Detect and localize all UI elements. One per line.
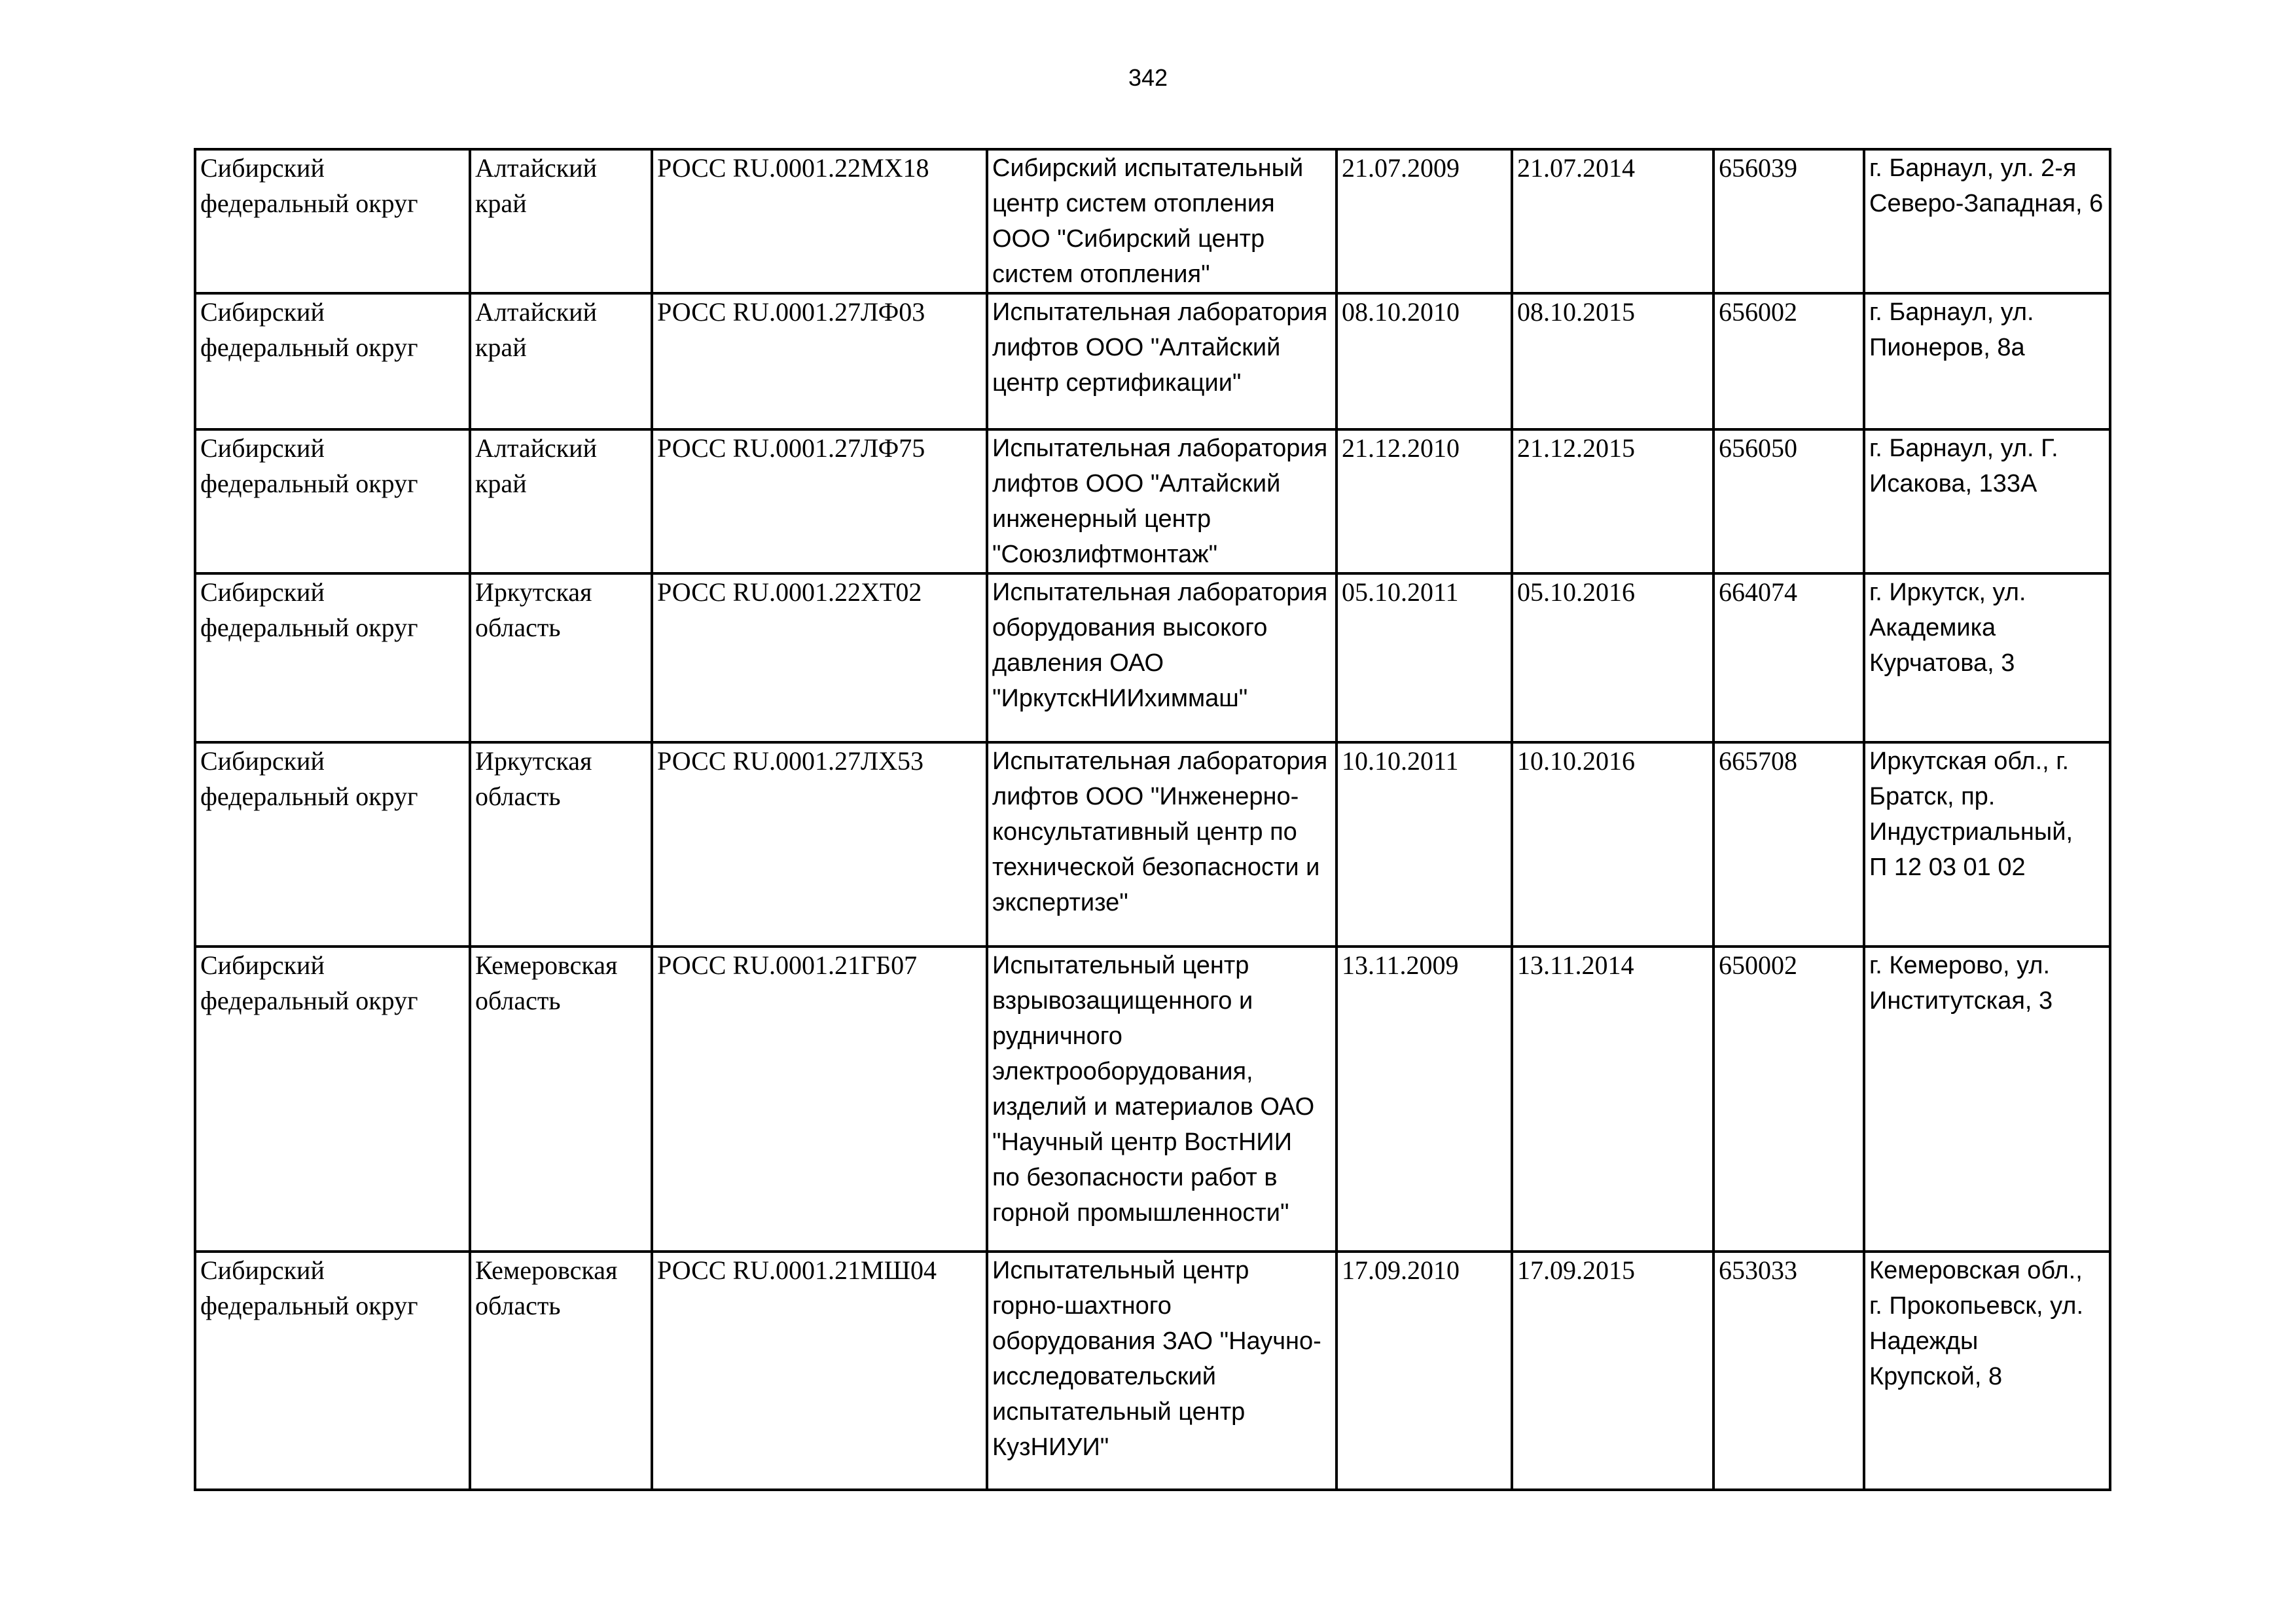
- postcode-cell: [1713, 742, 1864, 947]
- district-cell-line: Сибирский: [200, 1255, 325, 1285]
- address-cell-line: Кемеровская обл.,: [1869, 1257, 2083, 1284]
- date-expiry-cell-text: 17.09.2015: [1517, 1255, 1635, 1285]
- organization-cell-line: электрооборудования,: [992, 1058, 1253, 1085]
- postcode-cell: [1713, 293, 1864, 429]
- district-cell: [195, 429, 470, 573]
- certification-registry-table: [194, 148, 2111, 1491]
- organization-cell-line: "ИркутскНИИхиммаш": [992, 685, 1248, 712]
- organization-cell-line: исследовательский: [992, 1363, 1216, 1390]
- date-expiry-cell-text: 08.10.2015: [1517, 297, 1635, 327]
- date-issued-cell: [1336, 293, 1512, 429]
- postcode-cell-text: 653033: [1719, 1255, 1797, 1285]
- organization-cell-line: лифтов ООО "Алтайский: [992, 470, 1281, 497]
- postcode-cell-text: 650002: [1719, 950, 1797, 980]
- district-cell-line: Сибирский: [200, 153, 325, 183]
- certificate-number-cell: [652, 149, 987, 293]
- address-cell-line: г. Барнаул, ул. 2-я: [1869, 154, 2077, 182]
- certificate-number-cell-text: РОСС RU.0001.27ЛФ03: [657, 297, 925, 327]
- date-expiry-cell-text: 21.12.2015: [1517, 433, 1635, 463]
- district-cell: [195, 947, 470, 1252]
- organization-cell: [987, 947, 1336, 1252]
- date-expiry-cell: [1512, 573, 1713, 742]
- postcode-cell-text: 656050: [1719, 433, 1797, 463]
- organization-cell-line: Испытательный центр: [992, 952, 1249, 979]
- organization-cell: [987, 573, 1336, 742]
- organization-cell-line: Испытательная лаборатория: [992, 748, 1328, 775]
- region-cell-line: Иркутская: [475, 746, 592, 776]
- address-cell-line: г. Барнаул, ул.: [1869, 298, 2034, 326]
- organization-cell-line: лифтов ООО "Инженерно-: [992, 783, 1299, 810]
- postcode-cell: [1713, 947, 1864, 1252]
- postcode-cell: [1713, 1252, 1864, 1490]
- address-cell-line: Иркутская обл., г.: [1869, 748, 2070, 775]
- district-cell-line: федеральный округ: [200, 613, 418, 642]
- organization-cell-line: "Союзлифтмонтаж": [992, 541, 1218, 568]
- date-expiry-cell-text: 21.07.2014: [1517, 153, 1635, 183]
- region-cell-line: Кемеровская: [475, 950, 618, 980]
- table-row: [195, 293, 2110, 429]
- district-cell: [195, 293, 470, 429]
- organization-cell-line: горно-шахтного: [992, 1292, 1172, 1320]
- organization-cell-line: систем отопления": [992, 261, 1210, 288]
- organization-cell-line: лифтов ООО "Алтайский: [992, 334, 1281, 361]
- organization-cell-line: центр систем отопления: [992, 190, 1275, 217]
- address-cell-line: Академика: [1869, 614, 1996, 641]
- certificate-number-cell-text: РОСС RU.0001.22МХ18: [657, 153, 929, 183]
- table-row: [195, 573, 2110, 742]
- table-row: [195, 947, 2110, 1252]
- organization-cell: [987, 149, 1336, 293]
- organization-cell-line: Испытательный центр: [992, 1257, 1249, 1284]
- region-cell-line: область: [475, 986, 561, 1015]
- organization-cell: [987, 1252, 1336, 1490]
- organization-cell-line: КузНИУИ": [992, 1434, 1109, 1461]
- date-issued-cell-text: 21.12.2010: [1342, 433, 1460, 463]
- district-cell-line: федеральный округ: [200, 469, 418, 498]
- table-row: [195, 1252, 2110, 1490]
- certificate-number-cell: [652, 573, 987, 742]
- organization-cell-line: давления ОАО: [992, 649, 1164, 677]
- region-cell: [470, 1252, 652, 1490]
- certificate-number-cell-text: РОСС RU.0001.22ХТ02: [657, 577, 922, 607]
- region-cell-line: край: [475, 333, 527, 362]
- district-cell-line: Сибирский: [200, 297, 325, 327]
- address-cell-line: Северо-Западная, 6: [1869, 190, 2104, 217]
- postcode-cell-text: 664074: [1719, 577, 1797, 607]
- date-issued-cell-text: 17.09.2010: [1342, 1255, 1460, 1285]
- date-expiry-cell-text: 05.10.2016: [1517, 577, 1635, 607]
- address-cell-line: Индустриальный,: [1869, 818, 2073, 846]
- certificate-number-cell-text: РОСС RU.0001.27ЛХ53: [657, 746, 924, 776]
- date-expiry-cell-text: 13.11.2014: [1517, 950, 1634, 980]
- organization-cell-line: технической безопасности и: [992, 854, 1320, 881]
- certificate-number-cell: [652, 1252, 987, 1490]
- region-cell: [470, 742, 652, 947]
- date-issued-cell: [1336, 149, 1512, 293]
- address-cell-line: Курчатова, 3: [1869, 649, 2015, 677]
- page-number: 342: [1128, 64, 1168, 91]
- organization-cell: [987, 293, 1336, 429]
- date-expiry-cell: [1512, 1252, 1713, 1490]
- region-cell-line: область: [475, 782, 561, 811]
- organization-cell-line: центр сертификации": [992, 369, 1242, 397]
- organization-cell-line: "Научный центр ВостНИИ: [992, 1128, 1293, 1156]
- date-issued-cell: [1336, 742, 1512, 947]
- address-cell-line: Исакова, 133А: [1869, 470, 2037, 497]
- table-body: [195, 149, 2110, 1490]
- address-cell-line: г. Прокопьевск, ул.: [1869, 1292, 2084, 1320]
- organization-cell-line: Испытательная лаборатория: [992, 435, 1328, 462]
- organization-cell-line: консультативный центр по: [992, 818, 1297, 846]
- date-issued-cell: [1336, 947, 1512, 1252]
- district-cell-line: федеральный округ: [200, 986, 418, 1015]
- table-row: [195, 149, 2110, 293]
- table-row: [195, 742, 2110, 947]
- region-cell-line: край: [475, 469, 527, 498]
- address-cell: [1864, 429, 2110, 573]
- date-issued-cell: [1336, 429, 1512, 573]
- region-cell: [470, 149, 652, 293]
- organization-cell-line: инженерный центр: [992, 505, 1211, 533]
- date-issued-cell: [1336, 1252, 1512, 1490]
- certificate-number-cell: [652, 293, 987, 429]
- region-cell-line: Иркутская: [475, 577, 592, 607]
- organization-cell-line: оборудования ЗАО "Научно-: [992, 1327, 1321, 1355]
- certificate-number-cell-text: РОСС RU.0001.21МШ04: [657, 1255, 937, 1285]
- address-cell: [1864, 947, 2110, 1252]
- address-cell-line: г. Барнаул, ул. Г.: [1869, 435, 2058, 462]
- region-cell-line: край: [475, 189, 527, 218]
- organization-cell: [987, 429, 1336, 573]
- organization-cell-line: Испытательная лаборатория: [992, 298, 1328, 326]
- district-cell-line: федеральный округ: [200, 782, 418, 811]
- region-cell: [470, 947, 652, 1252]
- district-cell-line: федеральный округ: [200, 189, 418, 218]
- date-issued-cell-text: 21.07.2009: [1342, 153, 1460, 183]
- organization-cell-line: Сибирский испытательный: [992, 154, 1304, 182]
- certificate-number-cell-text: РОСС RU.0001.27ЛФ75: [657, 433, 925, 463]
- address-cell-line: П 12 03 01 02: [1869, 854, 2026, 881]
- date-issued-cell-text: 08.10.2010: [1342, 297, 1460, 327]
- date-expiry-cell: [1512, 742, 1713, 947]
- postcode-cell-text: 656039: [1719, 153, 1797, 183]
- district-cell-line: Сибирский: [200, 950, 325, 980]
- organization-cell-line: экспертизе": [992, 889, 1128, 916]
- address-cell-line: Крупской, 8: [1869, 1363, 2003, 1390]
- organization-cell-line: взрывозащищенного и: [992, 987, 1253, 1015]
- region-cell-line: Алтайский: [475, 297, 597, 327]
- postcode-cell: [1713, 429, 1864, 573]
- address-cell-line: Братск, пр.: [1869, 783, 1996, 810]
- region-cell: [470, 429, 652, 573]
- organization-cell-line: Испытательная лаборатория: [992, 579, 1328, 606]
- certificate-number-cell: [652, 429, 987, 573]
- organization-cell-line: рудничного: [992, 1022, 1122, 1050]
- date-issued-cell: [1336, 573, 1512, 742]
- region-cell-line: Кемеровская: [475, 1255, 618, 1285]
- region-cell-line: Алтайский: [475, 433, 597, 463]
- organization-cell-line: горной промышленности": [992, 1199, 1289, 1227]
- table-row: [195, 429, 2110, 573]
- address-cell-line: г. Иркутск, ул.: [1869, 579, 2026, 606]
- date-expiry-cell: [1512, 293, 1713, 429]
- region-cell-line: область: [475, 613, 561, 642]
- address-cell: [1864, 742, 2110, 947]
- district-cell-line: федеральный округ: [200, 333, 418, 362]
- address-cell: [1864, 149, 2110, 293]
- organization-cell-line: оборудования высокого: [992, 614, 1268, 641]
- district-cell: [195, 149, 470, 293]
- organization-cell-line: испытательный центр: [992, 1398, 1246, 1426]
- postcode-cell-text: 656002: [1719, 297, 1797, 327]
- date-expiry-cell-text: 10.10.2016: [1517, 746, 1635, 776]
- address-cell-line: г. Кемерово, ул.: [1869, 952, 2051, 979]
- date-issued-cell-text: 10.10.2011: [1342, 746, 1459, 776]
- organization-cell-line: изделий и материалов ОАО: [992, 1093, 1315, 1121]
- address-cell-line: Пионеров, 8а: [1869, 334, 2025, 361]
- region-cell-line: Алтайский: [475, 153, 597, 183]
- district-cell-line: Сибирский: [200, 746, 325, 776]
- district-cell-line: федеральный округ: [200, 1291, 418, 1320]
- region-cell: [470, 293, 652, 429]
- address-cell: [1864, 293, 2110, 429]
- district-cell-line: Сибирский: [200, 433, 325, 463]
- organization-cell-line: по безопасности работ в: [992, 1164, 1278, 1191]
- district-cell-line: Сибирский: [200, 577, 325, 607]
- address-cell-line: Институтская, 3: [1869, 987, 2053, 1015]
- date-issued-cell-text: 05.10.2011: [1342, 577, 1459, 607]
- address-cell: [1864, 573, 2110, 742]
- date-issued-cell-text: 13.11.2009: [1342, 950, 1459, 980]
- region-cell: [470, 573, 652, 742]
- address-cell-line: Надежды: [1869, 1327, 1979, 1355]
- district-cell: [195, 573, 470, 742]
- region-cell-line: область: [475, 1291, 561, 1320]
- postcode-cell-text: 665708: [1719, 746, 1797, 776]
- postcode-cell: [1713, 149, 1864, 293]
- postcode-cell: [1713, 573, 1864, 742]
- certificate-number-cell: [652, 947, 987, 1252]
- district-cell: [195, 742, 470, 947]
- organization-cell-line: ООО "Сибирский центр: [992, 225, 1265, 253]
- certificate-number-cell: [652, 742, 987, 947]
- date-expiry-cell: [1512, 947, 1713, 1252]
- organization-cell: [987, 742, 1336, 947]
- certificate-number-cell-text: РОСС RU.0001.21ГБ07: [657, 950, 918, 980]
- date-expiry-cell: [1512, 149, 1713, 293]
- district-cell: [195, 1252, 470, 1490]
- date-expiry-cell: [1512, 429, 1713, 573]
- address-cell: [1864, 1252, 2110, 1490]
